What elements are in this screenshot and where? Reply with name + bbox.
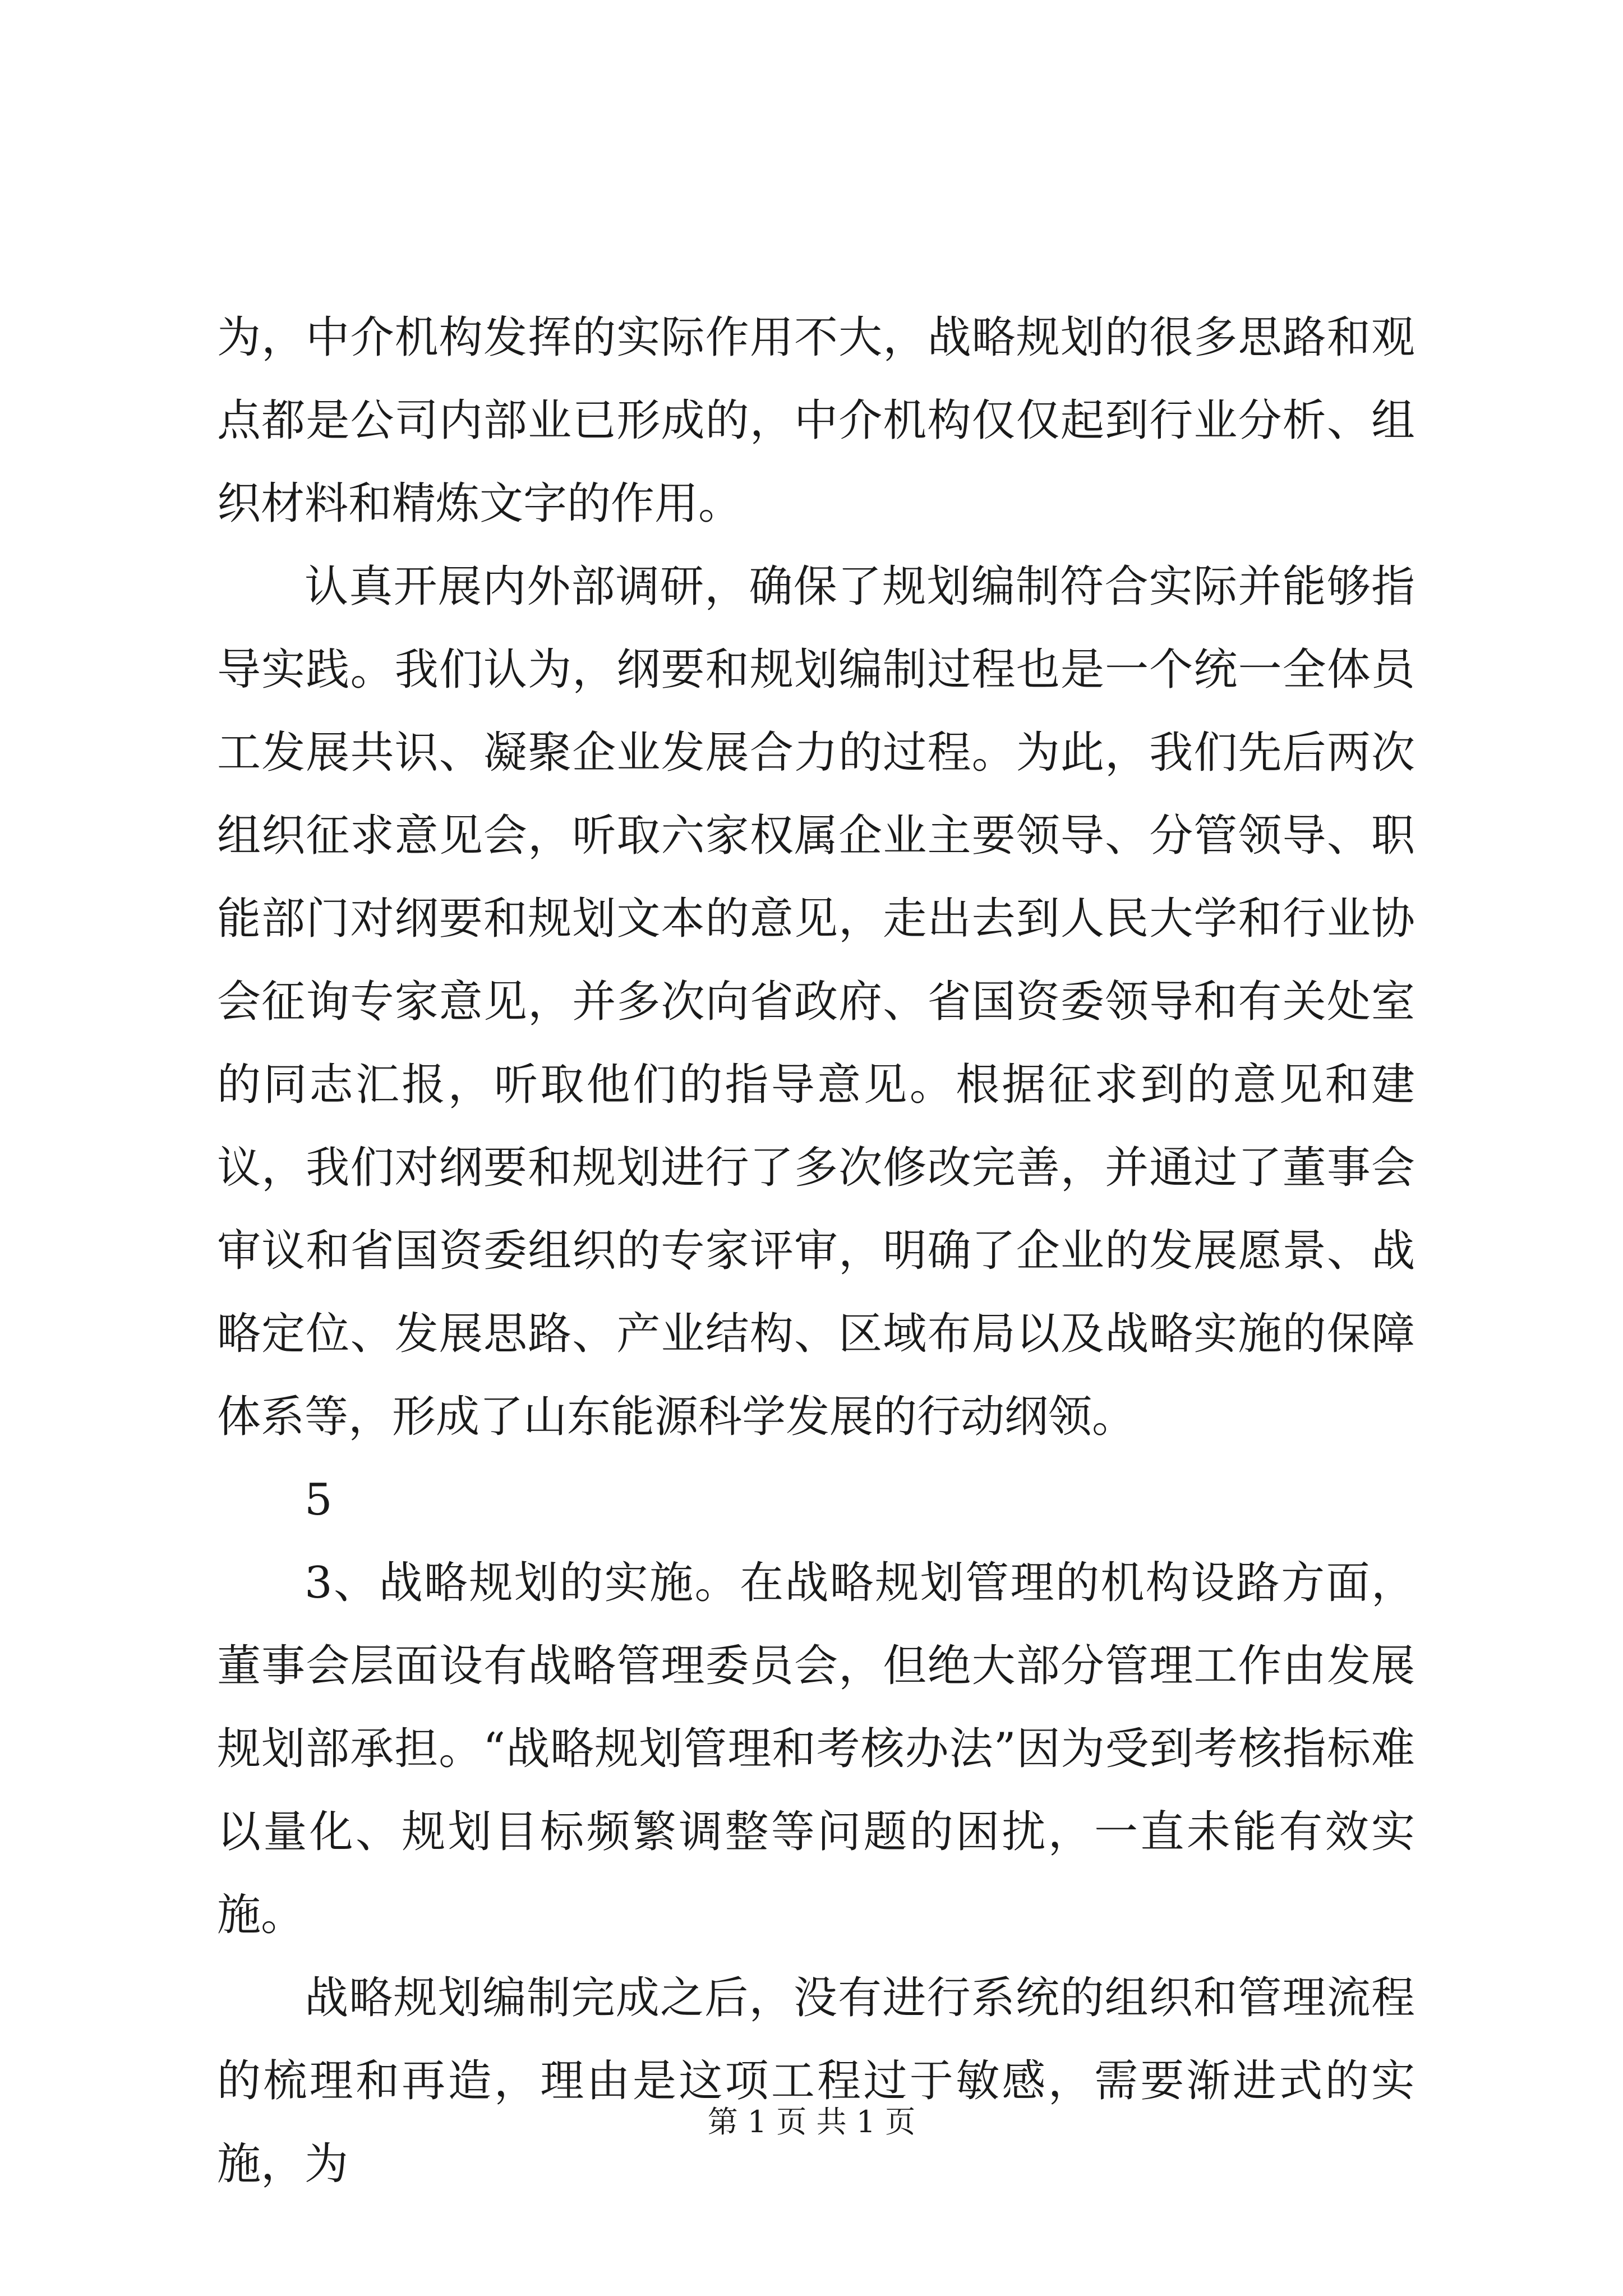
paragraph-1: 为，中介机构发挥的实际作用不大，战略规划的很多思路和观点都是公司内部业已形成的，中介机构仅仅起到行业分析、组织材料和精炼文字的作用。 xyxy=(217,312,1415,529)
paragraph-2: 认真开展内外部调研，确保了规划编制符合实际并能够指导实践。我们认为，纲要和规划编制过程也是一个统一全体员工发展共识、凝聚企业发展合力的过程。为此，我们先后两次组织征求意见会，听取六家权属企业主要领导、分管领导、职能部门对纲要和规划文本的意见，走出去到人民大学和行业协会征询专家意见，并多次向省政府、省国资委领导和有关处室的同志汇报，听取他们的指导意见。根据征求到的意见和建议，我们对纲要和规划进行了多次修改完善，并通过了董事会审议和省国资委组织的专家评审，明确了企业的发展愿景、战略定位、发展思路、产业结构、区域布局以及战略实施的保障体系等，形成了山东能源科学发展的行动纲领。 xyxy=(217,562,1415,1442)
paragraph-4: 3、战略规划的实施。在战略规划管理的机构设路方面，董事会层面设有战略管理委员会，但绝大部分管理工作由发展规划部承担。“战略规划管理和考核办法”因为受到考核指标难以量化、规划目标频繁调整等问题的困扰，一直未能有效实施。 xyxy=(217,1558,1415,1940)
paragraph-5: 战略规划编制完成之后，没有进行系统的组织和管理流程的梳理和再造，理由是这项工程过于敏感，需要渐进式的实施，为 xyxy=(217,1973,1415,2189)
page-footer xyxy=(0,2102,1623,2142)
page-number-label: 第 1 页 共 1 页 xyxy=(707,2104,916,2139)
document-body xyxy=(217,296,1415,2206)
paragraph-3: 5 xyxy=(305,1475,333,1525)
